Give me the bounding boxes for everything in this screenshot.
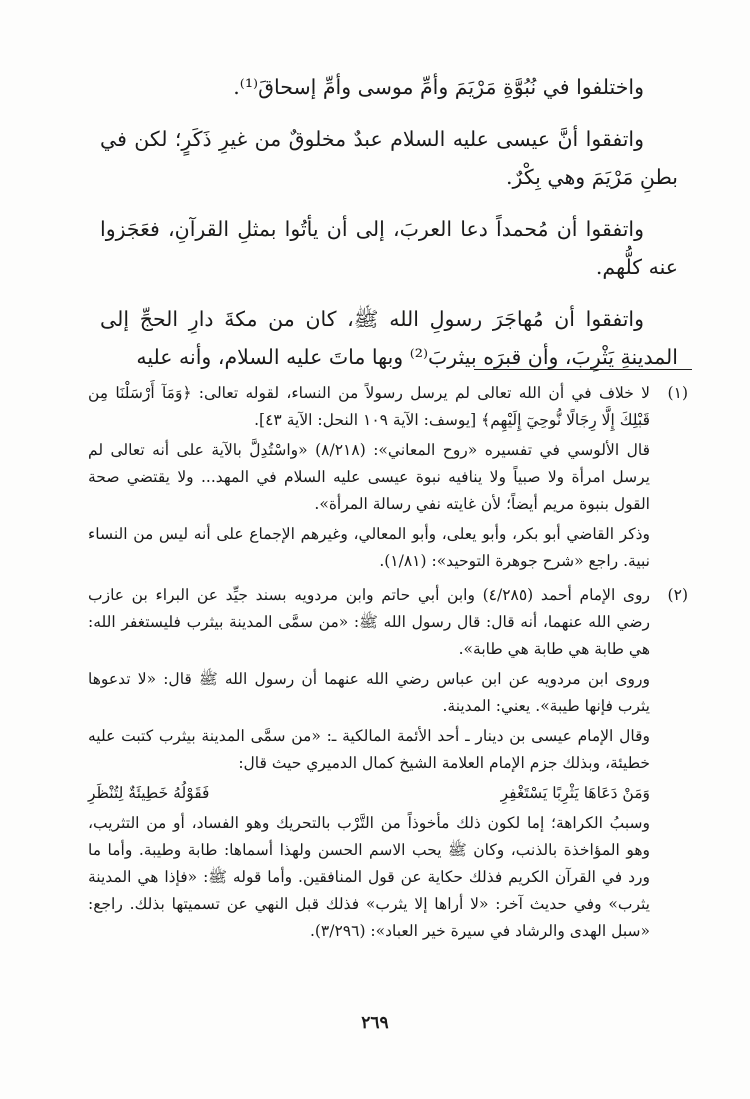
footnote-1 [88,380,688,578]
footnotes [88,380,688,952]
footnote-number: (١) [667,384,688,402]
verse-first-hemistich: وَمَنْ دَعَاهَا يَثْرِبًا يَسْتَغْفِرِ [500,784,650,802]
footnote-number: (٢) [667,586,688,604]
verse-second-hemistich: فَقَوْلُهُ خَطِيئَةٌ لِتُنْظَرِ [88,784,210,802]
footnote-paragraph: وذكر القاضي أبو بكر، وأبو يعلى، وأبو المعالي، وغيرهم الإجماع على أنه ليس من النساء نبية. راجع «شرح جوهرة التوحيد»: (١/٨١). [88,525,650,570]
poetry-verse [88,780,650,807]
footnote-divider [474,369,692,370]
footnote-body [88,582,650,948]
footnote-paragraph: روى الإمام أحمد (٤/٢٨٥) وابن أبي حاتم وابن مردويه بسند جيِّد عن البراء بن عازب رضي الله عنهما، أنه قال: قال رسول الله ﷺ: «من سمَّى المدينة بيثرب فليستغفر الله: هي طابة هي طابة هي طابة». [88,586,650,658]
footnote-paragraph: قال الألوسي في تفسيره «روح المعاني»: (٨/٢١٨) «واسْتُدِلَّ بالآية على أنه تعالى لم يرسل امرأة ولا صبياً ولا ينافيه نبوة عيسى عليه السلام في المهد... ولا يقتضي صحة القول بنبوة مريم أيضاً؛ لأن غايته نفي رسالة المرأة». [88,441,650,513]
footnote-body [88,380,650,578]
footnote-paragraph: لا خلاف في أن الله تعالى لم يرسل رسولاً من النساء، لقوله تعالى: ﴿وَمَآ أَرْسَلْنَا مِن قَبْلِكَ إِلَّا رِجَالًا نُّوحِيٓ إِلَيْهِم﴾ [يوسف: الآية ١٠٩ النحل: الآية ٤٣]. [88,384,650,429]
footnote-paragraph: وسببُ الكراهة؛ إما لكون ذلك مأخوذاً من التَّرْب بالتحريك وهو الفساد، أو من التثريب، وهو المؤاخذة بالذنب، وكان ﷺ يحب الاسم الحسن ولهذا أسماها: طابة وطيبة. وأما ما ورد في القرآن الكريم فذلك حكاية عن قول المنافقين. وأما قوله ﷺ: «فإذا هي المدينة يثرب» وفي حديث آخر: «لا أراها إلا يثرب» فذلك قبل النهي عن تسميتها بذلك. راجع: «سبل الهدى والرشاد في سيرة خير العباد»: (٣/٢٩٦). [88,814,650,940]
paragraph-hijra-madinah: واتفقوا أن مُهاجَرَ رسولِ الله ﷺ، كان من مكةَ دارِ الحجِّ إلى المدينةِ يَثْرِبَ، وأن قبرَه بيثربَ⁽²⁾ وبها ماتَ عليه السلام، وأنه عليه [100,307,678,369]
footnote-2 [88,582,688,948]
page-number: ٢٦٩ [361,1013,389,1033]
footnote-paragraph: وروى ابن مردويه عن ابن عباس رضي الله عنهما أن رسول الله ﷺ قال: «لا تدعوها يثرب فإنها طيبة». يعني: المدينة. [88,670,650,715]
paragraph-prophethood-disagreement: واختلفوا في نُبُوَّةِ مَرْيَمَ وأمِّ موسى وأمِّ إسحاقَ⁽¹⁾. [233,75,644,99]
main-text [100,68,678,390]
paragraph-quran-challenge: واتفقوا أن مُحمداً دعا العربَ، إلى أن يأتُوا بمثلِ القرآنِ، فعَجَزوا عنه كلُّهم. [100,217,678,279]
footnote-paragraph: وقال الإمام عيسى بن دينار ـ أحد الأئمة المالكية ـ: «من سمَّى المدينة بيثرب كتبت عليه خطيئة، وبذلك جزم الإمام العلامة الشيخ كمال الدميري حيث قال: [88,727,650,772]
paragraph-jesus-creation: واتفقوا أنَّ عيسى عليه السلام عبدٌ مخلوقٌ من غيرِ ذَكَرٍ؛ لكن في بطنِ مَرْيَمَ وهي بِكْرٌ. [100,127,678,189]
